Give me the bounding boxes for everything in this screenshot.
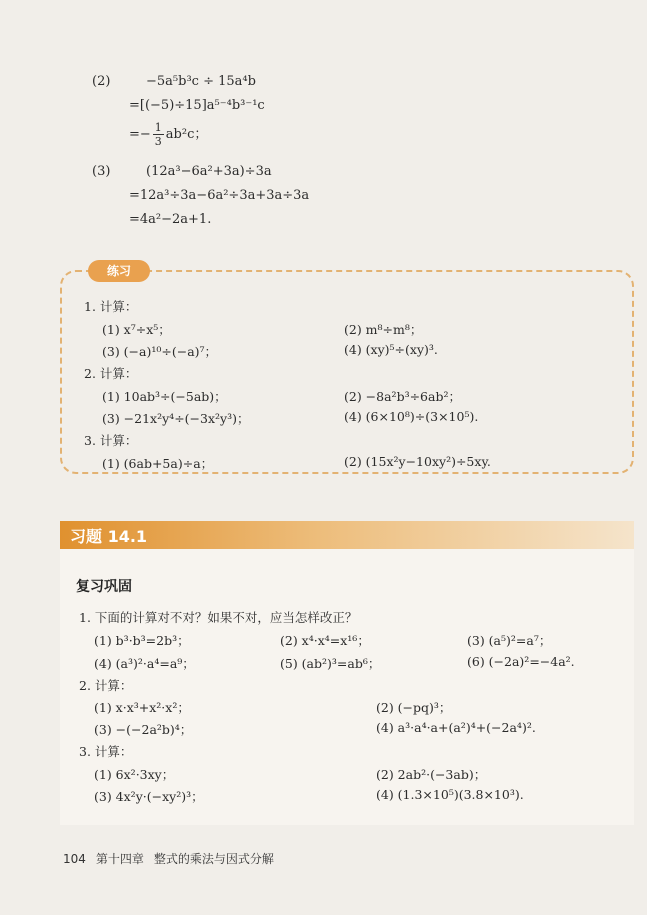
exercise-q2-item: (1) x·x³+x²·x²；: [94, 700, 190, 715]
page-footer: [63, 850, 284, 867]
exercise-q3-item: (4) (1.3×10⁵)(3.8×10³).: [376, 787, 524, 802]
exercise-q3-item: (1) 6x²·3xy；: [94, 767, 175, 782]
practice-q2-item: (1) 10ab³÷(−5ab)；: [102, 389, 227, 404]
exercise-q1-item: (3) (a⁵)²=a⁷；: [467, 633, 552, 648]
review-heading: 复习巩固: [76, 579, 132, 595]
practice-q1-item: (3) (−a)¹⁰÷(−a)⁷；: [102, 344, 218, 359]
exercise-q1-item: (6) (−2a)²=−4a².: [467, 654, 575, 669]
practice-q1-item: (2) m⁸÷m⁸；: [344, 322, 423, 337]
exercise-q1-item: (1) b³·b³=2b³；: [94, 633, 190, 648]
chapter-title: 整式的乘法与因式分解: [153, 852, 274, 866]
example-2-line-3: [129, 122, 207, 147]
exercise-q2-heading: 2. 计算：: [79, 678, 133, 693]
chapter-label: 第十四章: [95, 852, 144, 866]
practice-q2-item: (2) −8a²b³÷6ab²；: [344, 389, 461, 404]
practice-q2-item: (4) (6×10⁸)÷(3×10⁵).: [344, 409, 479, 424]
example-2-line-1: −5a⁵b³c ÷ 15a⁴b: [146, 74, 256, 89]
exercise-q3-heading: 3. 计算：: [79, 744, 133, 759]
practice-box: [60, 270, 634, 474]
exercise-q3-item: (2) 2ab²·(−3ab)；: [376, 767, 487, 782]
practice-q1-item: (4) (xy)⁵÷(xy)³.: [344, 342, 438, 357]
example-2-label: (2): [92, 74, 111, 89]
example-3-line-1: (12a³−6a²+3a)÷3a: [146, 164, 272, 179]
fraction-denominator: 3: [154, 135, 162, 148]
practice-q3-heading: 3. 计算：: [84, 433, 138, 448]
practice-q2-heading: 2. 计算：: [84, 366, 138, 381]
example-2-line-3-prefix: =−: [129, 127, 151, 142]
example-2-line-3-suffix: ab²c；: [165, 127, 208, 142]
exercise-q1-item: (2) x⁴·x⁴=x¹⁶；: [280, 633, 370, 648]
exercise-q2-item: (3) −(−2a²b)⁴；: [94, 722, 193, 737]
practice-q3-item: (2) (15x²y−10xy²)÷5xy.: [344, 454, 491, 469]
example-3-label: (3): [92, 164, 111, 179]
fraction-numerator: 1: [154, 121, 162, 134]
example-3-line-3: =4a²−2a+1.: [129, 212, 212, 227]
practice-q1-item: (1) x⁷÷x⁵；: [102, 322, 171, 337]
fraction: [153, 122, 164, 147]
exercise-q2-item: (2) (−pq)³；: [376, 700, 452, 715]
exercise-panel: [60, 549, 634, 825]
practice-tab: 练习: [88, 260, 150, 282]
example-2-line-2: =[(−5)÷15]a⁵⁻⁴b³⁻¹c: [129, 98, 265, 113]
exercise-q3-item: (3) 4x²y·(−xy²)³；: [94, 789, 204, 804]
exercise-q1-item: (5) (ab²)³=ab⁶；: [280, 656, 381, 671]
exercise-title: 习题 14.1: [70, 527, 148, 546]
page-number: 104: [63, 852, 86, 866]
practice-q2-item: (3) −21x²y⁴÷(−3x²y³)；: [102, 411, 250, 426]
exercise-q1-heading: 1. 下面的计算对不对？如果不对，应当怎样改正？: [79, 610, 358, 625]
example-3-line-2: =12a³÷3a−6a²÷3a+3a÷3a: [129, 188, 310, 203]
exercise-q1-item: (4) (a³)²·a⁴=a⁹；: [94, 656, 195, 671]
practice-q1-heading: 1. 计算：: [84, 299, 138, 314]
exercise-q2-item: (4) a³·a⁴·a+(a²)⁴+(−2a⁴)².: [376, 720, 536, 735]
practice-q3-item: (1) (6ab+5a)÷a；: [102, 456, 214, 471]
